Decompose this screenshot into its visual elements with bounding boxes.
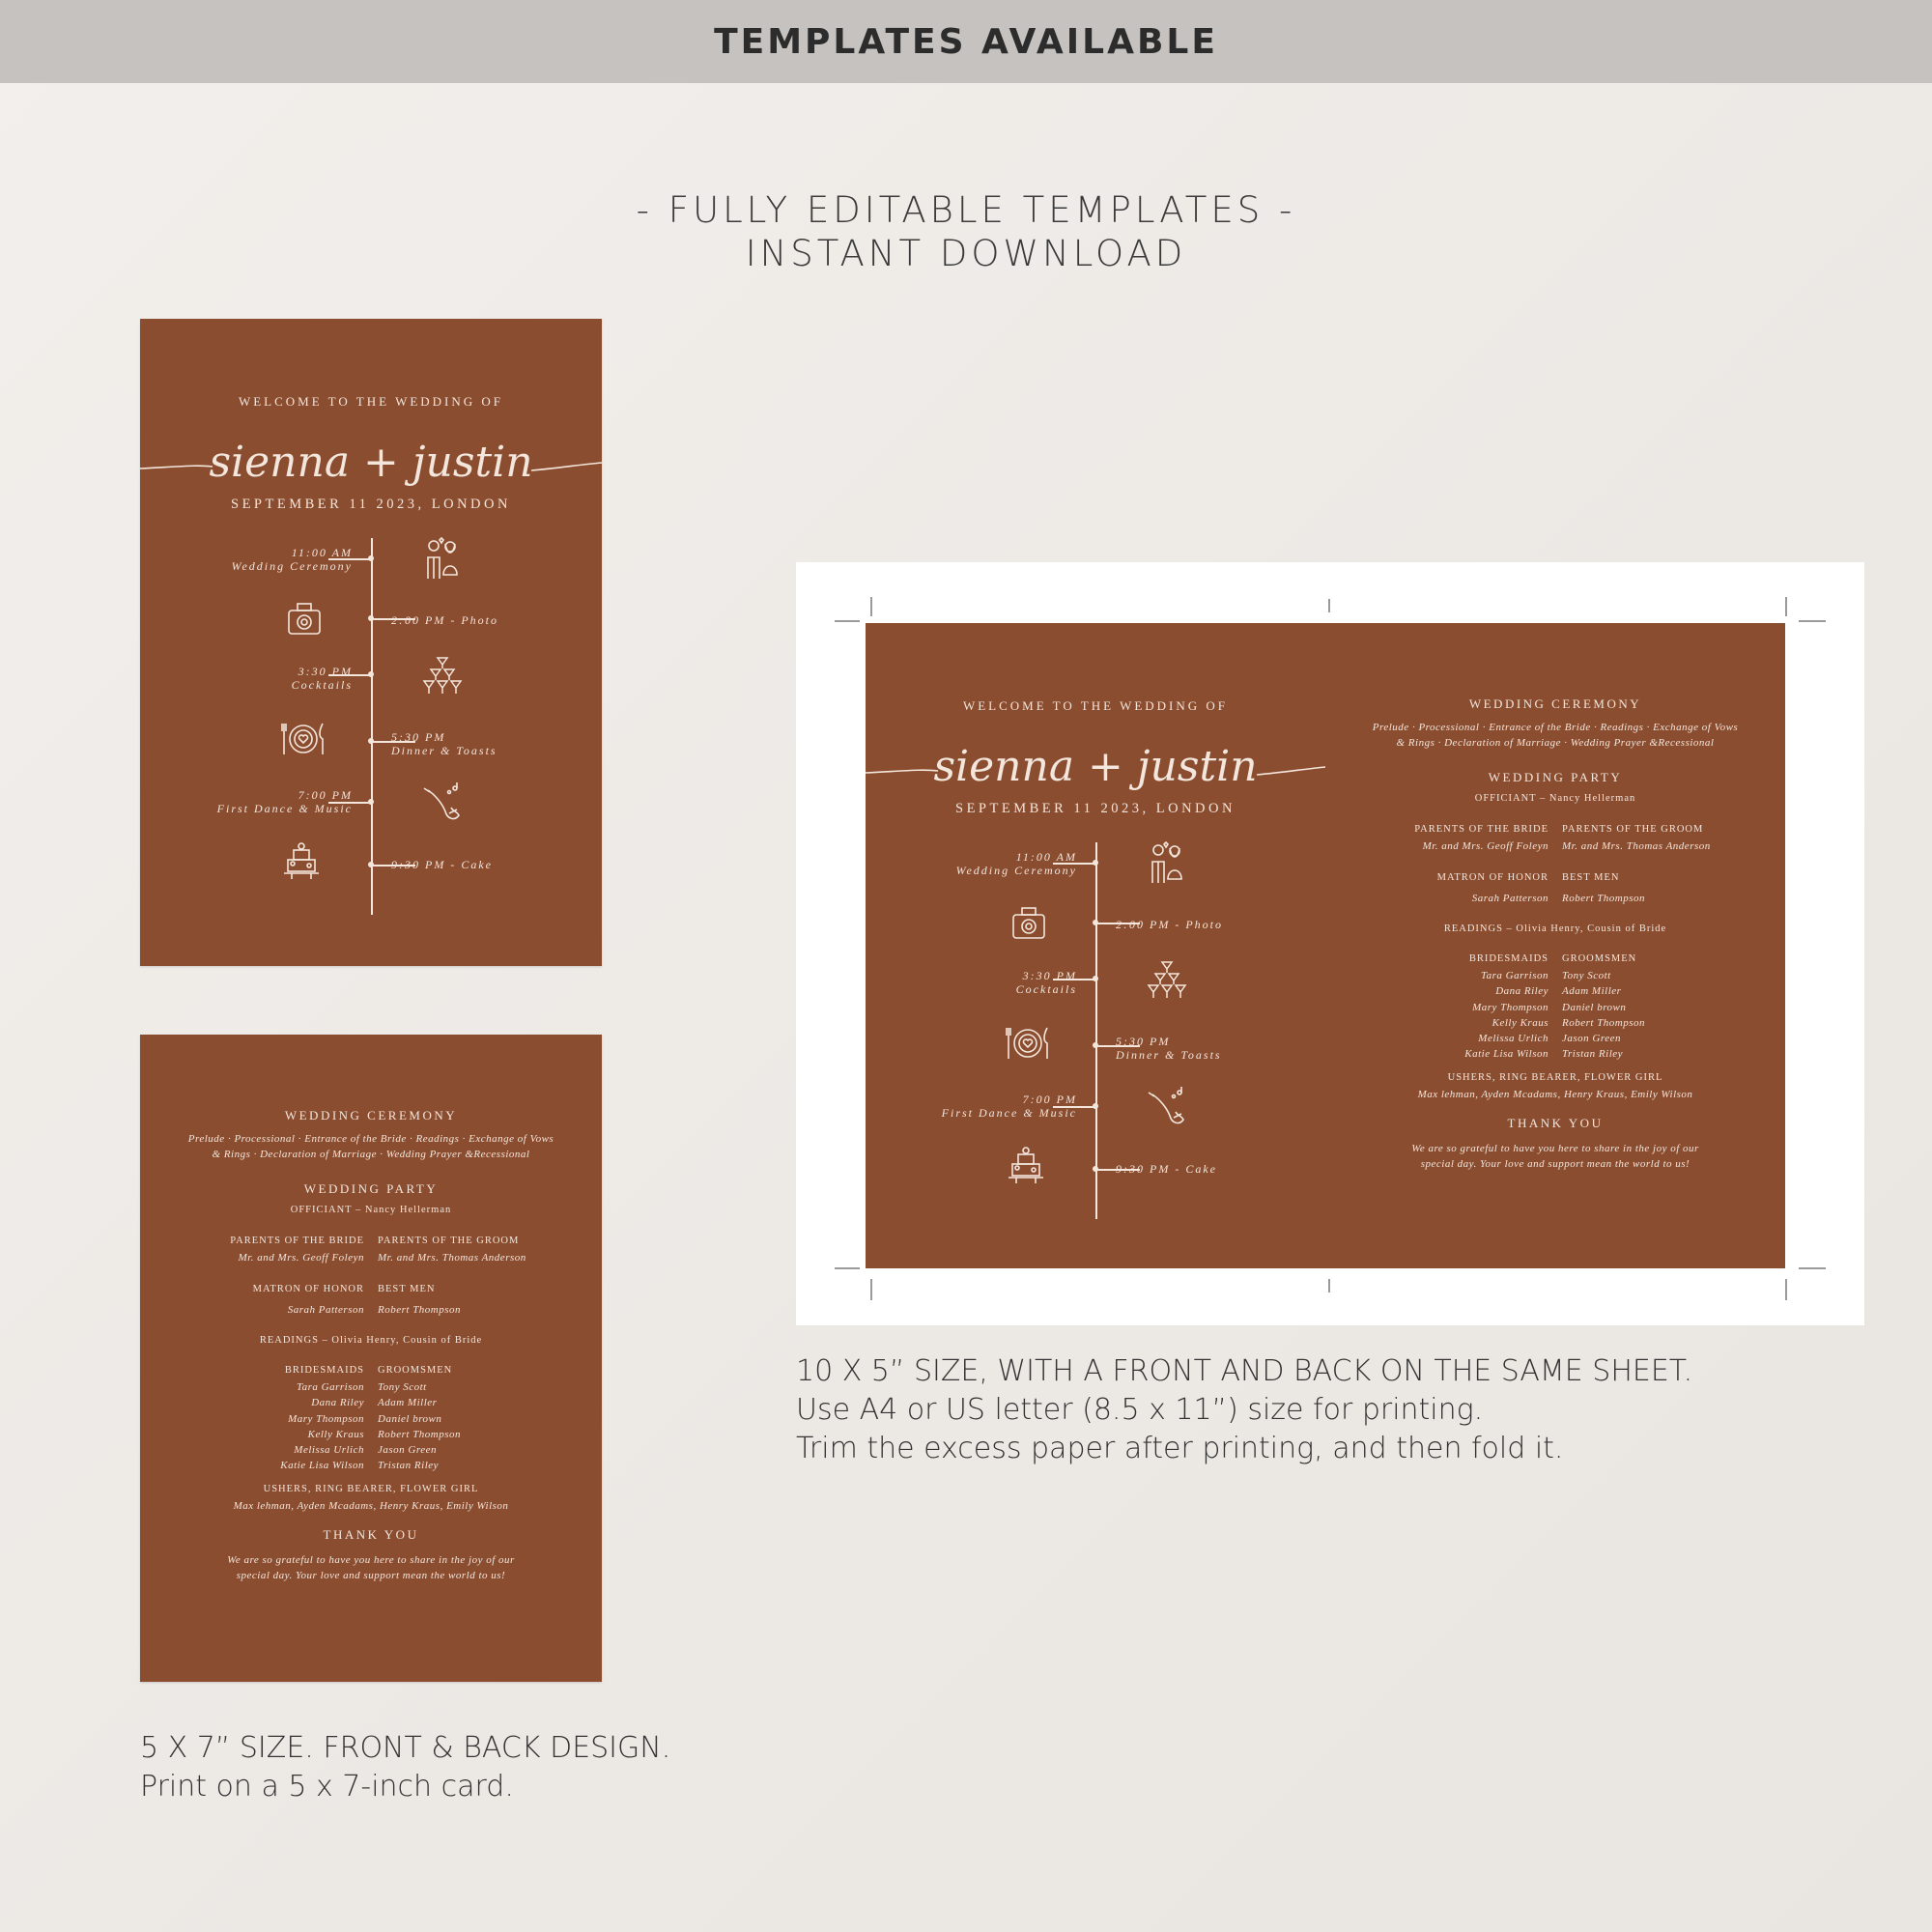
event-photo-label: 2:00 PM - Photo <box>1116 918 1223 931</box>
couple-names-text: sienna + justin <box>209 438 533 487</box>
back-card: WEDDING CEREMONY Prelude · Processional · Entrance of the Bride · Readings · Exchange of Vows & Rings · Declaration of Marriage · Wedding Prayer &Recessional WEDDING PARTY OFFICIANT – Nancy Hellerman PARENTS OF THE BRIDE PARENTS OF THE GROOM Mr. and Mrs. Geoff Foleyn Mr. and Mrs. Thomas Anderson MATRON OF HONOR BEST MEN Sarah Patterson Robert Thompson READINGS – Olivia Henry, Cousin of Bride BRIDESMAIDS GROOMSMEN Tara Garrison Dana Riley Mary Thompson Kelly Kraus Melissa Urlich Katie Lisa Wilson Tony Scott Adam Miller Daniel brown Robert Thompson Jason Green Tristan Riley USHERS, RING BEARER, FLOWER GIRL Max lehman, Ayden Mcadams, Henry Kraus, Emily Wilson THANK YOU We are so grateful to have you here to share in the joy of our special day. Your love and support mean the world to us! <box>140 1035 602 1682</box>
event-dance-label: 7:00 PM First Dance & Music <box>941 1093 1077 1120</box>
timeline-dot <box>368 799 374 805</box>
officiant: OFFICIANT – Nancy Hellerman <box>290 1205 452 1215</box>
event-cake-label: 9:30 PM - Cake <box>391 858 493 871</box>
timeline-dot <box>368 615 374 621</box>
readings: READINGS – Olivia Henry, Cousin of Bride <box>1443 923 1667 934</box>
timeline-dot <box>368 671 374 677</box>
thanks-line1: We are so grateful to have you here to share in the joy of our <box>1411 1143 1699 1154</box>
event-dinner-label: 5:30 PM Dinner & Toasts <box>391 730 497 757</box>
ceremony-title: WEDDING CEREMONY <box>1468 696 1642 711</box>
timeline-dot <box>1093 976 1098 981</box>
party-title: WEDDING PARTY <box>303 1181 439 1196</box>
folded-card-back: WEDDING CEREMONY Prelude · Processional · Entrance of the Bride · Readings · Exchange of Vows & Rings · Declaration of Marriage · Wedding Prayer &Recessional WEDDING PARTY OFFICIANT – Nancy Hellerman PARENTS OF THE BRIDE PARENTS OF THE GROOM Mr. and Mrs. Geoff Foleyn Mr. and Mrs. Thomas Anderson MATRON OF HONOR BEST MEN Sarah Patterson Robert Thompson READINGS – Olivia Henry, Cousin of Bride BRIDESMAIDS GROOMSMEN Tara Garrison Dana Riley Mary Thompson Kelly Kraus Melissa Urlich Katie Lisa Wilson Tony Scott Adam Miller Daniel brown Robert Thompson Jason Green Tristan Riley USHERS, RING BEARER, FLOWER GIRL Max lehman, Ayden Mcadams, Henry Kraus, Emily Wilson THANK YOU We are so grateful to have you here to share in the joy of our special day. Your love and support mean the world to us! <box>1325 623 1785 1268</box>
event-dinner-label: 5:30 PM Dinner & Toasts <box>1116 1035 1222 1062</box>
camera-icon <box>285 599 324 638</box>
timeline-dot <box>1093 1103 1098 1109</box>
bride-groom-icon <box>420 536 465 581</box>
folded-card-front <box>866 623 1325 1268</box>
officiant: OFFICIANT – Nancy Hellerman <box>1474 793 1636 804</box>
couple-names-text: sienna + justin <box>933 742 1258 791</box>
dinner-plate-icon <box>280 720 327 758</box>
ushers-label: USHERS, RING BEARER, FLOWER GIRL <box>1447 1072 1663 1083</box>
event-photo-label: 2:00 PM - Photo <box>391 613 498 627</box>
thanks-line1: We are so grateful to have you here to share in the joy of our <box>227 1554 515 1566</box>
event-dance-label: 7:00 PM First Dance & Music <box>216 788 353 815</box>
timeline-line <box>371 538 373 915</box>
crop-mark <box>870 1279 872 1300</box>
crop-mark <box>870 597 872 616</box>
champagne-tower-icon <box>420 652 465 696</box>
ushers-names: Max lehman, Ayden Mcadams, Henry Kraus, Emily Wilson <box>1417 1089 1693 1100</box>
camera-icon <box>1009 903 1048 942</box>
large-sheet-caption: 10 X 5” SIZE, WITH A FRONT AND BACK ON THE SAME SHEET. Use A4 or US letter (8.5 x 11”) size for printing. Trim the excess paper after printing, and then fold it. <box>796 1354 1693 1465</box>
timeline-dot <box>368 555 374 561</box>
crop-mark <box>1328 1279 1330 1293</box>
crop-mark <box>1785 597 1787 616</box>
folded-card <box>866 623 1785 1268</box>
timeline-dot <box>1093 860 1098 866</box>
timeline-line <box>1095 842 1097 1219</box>
front-card <box>140 319 602 966</box>
timeline-dot <box>368 862 374 867</box>
ceremony-line2: & Rings · Declaration of Marriage · Wedding Prayer &Recessional <box>212 1149 530 1160</box>
timeline-dot <box>368 738 374 744</box>
crop-mark <box>835 1267 860 1269</box>
couple-names-script <box>866 724 1325 811</box>
wedding-cake-icon <box>280 840 323 885</box>
top-banner <box>0 0 1932 83</box>
crop-mark <box>1799 1267 1826 1269</box>
event-ceremony-label: 11:00 AM Wedding Ceremony <box>231 546 353 573</box>
headline-line2: INSTANT DOWNLOAD <box>745 233 1187 274</box>
welcome-text: WELCOME TO THE WEDDING OF <box>238 394 504 409</box>
timeline-dot <box>1093 920 1098 925</box>
headline-line1: - FULLY EDITABLE TEMPLATES - <box>636 189 1296 231</box>
thanks-title: THANK YOU <box>1507 1116 1604 1130</box>
timeline-dot <box>1093 1166 1098 1172</box>
event-cake-label: 9:30 PM - Cake <box>1116 1162 1217 1176</box>
crop-mark <box>835 620 860 622</box>
event-cocktails-label: 3:30 PM Cocktails <box>1015 969 1077 996</box>
event-cocktails-label: 3:30 PM Cocktails <box>291 665 353 692</box>
crop-mark <box>1328 599 1330 612</box>
banner-title: TEMPLATES AVAILABLE <box>714 21 1218 62</box>
thanks-title: THANK YOU <box>323 1527 419 1542</box>
bride-groom-icon <box>1145 840 1189 885</box>
party-title: WEDDING PARTY <box>1488 770 1623 784</box>
ceremony-line1: Prelude · Processional · Entrance of the Bride · Readings · Exchange of Vows <box>187 1133 554 1145</box>
dinner-plate-icon <box>1005 1024 1051 1063</box>
timeline-dot <box>1093 1042 1098 1048</box>
thanks-line2: special day. Your love and support mean the world to us! <box>236 1570 506 1581</box>
ceremony-title: WEDDING CEREMONY <box>284 1108 458 1122</box>
readings: READINGS – Olivia Henry, Cousin of Bride <box>259 1335 483 1346</box>
event-ceremony-label: 11:00 AM Wedding Ceremony <box>955 850 1077 877</box>
wedding-date: SEPTEMBER 11 2023, LONDON <box>955 801 1236 816</box>
ceremony-line2: & Rings · Declaration of Marriage · Wedding Prayer &Recessional <box>1396 737 1715 749</box>
welcome-text: WELCOME TO THE WEDDING OF <box>962 698 1229 713</box>
ceremony-line1: Prelude · Processional · Entrance of the Bride · Readings · Exchange of Vows <box>1372 722 1739 733</box>
saxophone-icon <box>420 782 463 827</box>
saxophone-icon <box>1145 1087 1187 1131</box>
small-card-caption: 5 X 7” SIZE. FRONT & BACK DESIGN. Print on a 5 x 7-inch card. <box>140 1731 671 1804</box>
couple-names-script <box>140 420 602 507</box>
print-sheet <box>796 562 1864 1325</box>
crop-mark <box>1799 620 1826 622</box>
crop-mark <box>1785 1279 1787 1300</box>
thanks-line2: special day. Your love and support mean the world to us! <box>1420 1158 1690 1170</box>
wedding-date: SEPTEMBER 11 2023, LONDON <box>231 497 511 512</box>
ushers-label: USHERS, RING BEARER, FLOWER GIRL <box>263 1484 479 1494</box>
champagne-tower-icon <box>1145 956 1189 1001</box>
ushers-names: Max lehman, Ayden Mcadams, Henry Kraus, Emily Wilson <box>233 1500 509 1512</box>
wedding-cake-icon <box>1005 1145 1047 1189</box>
